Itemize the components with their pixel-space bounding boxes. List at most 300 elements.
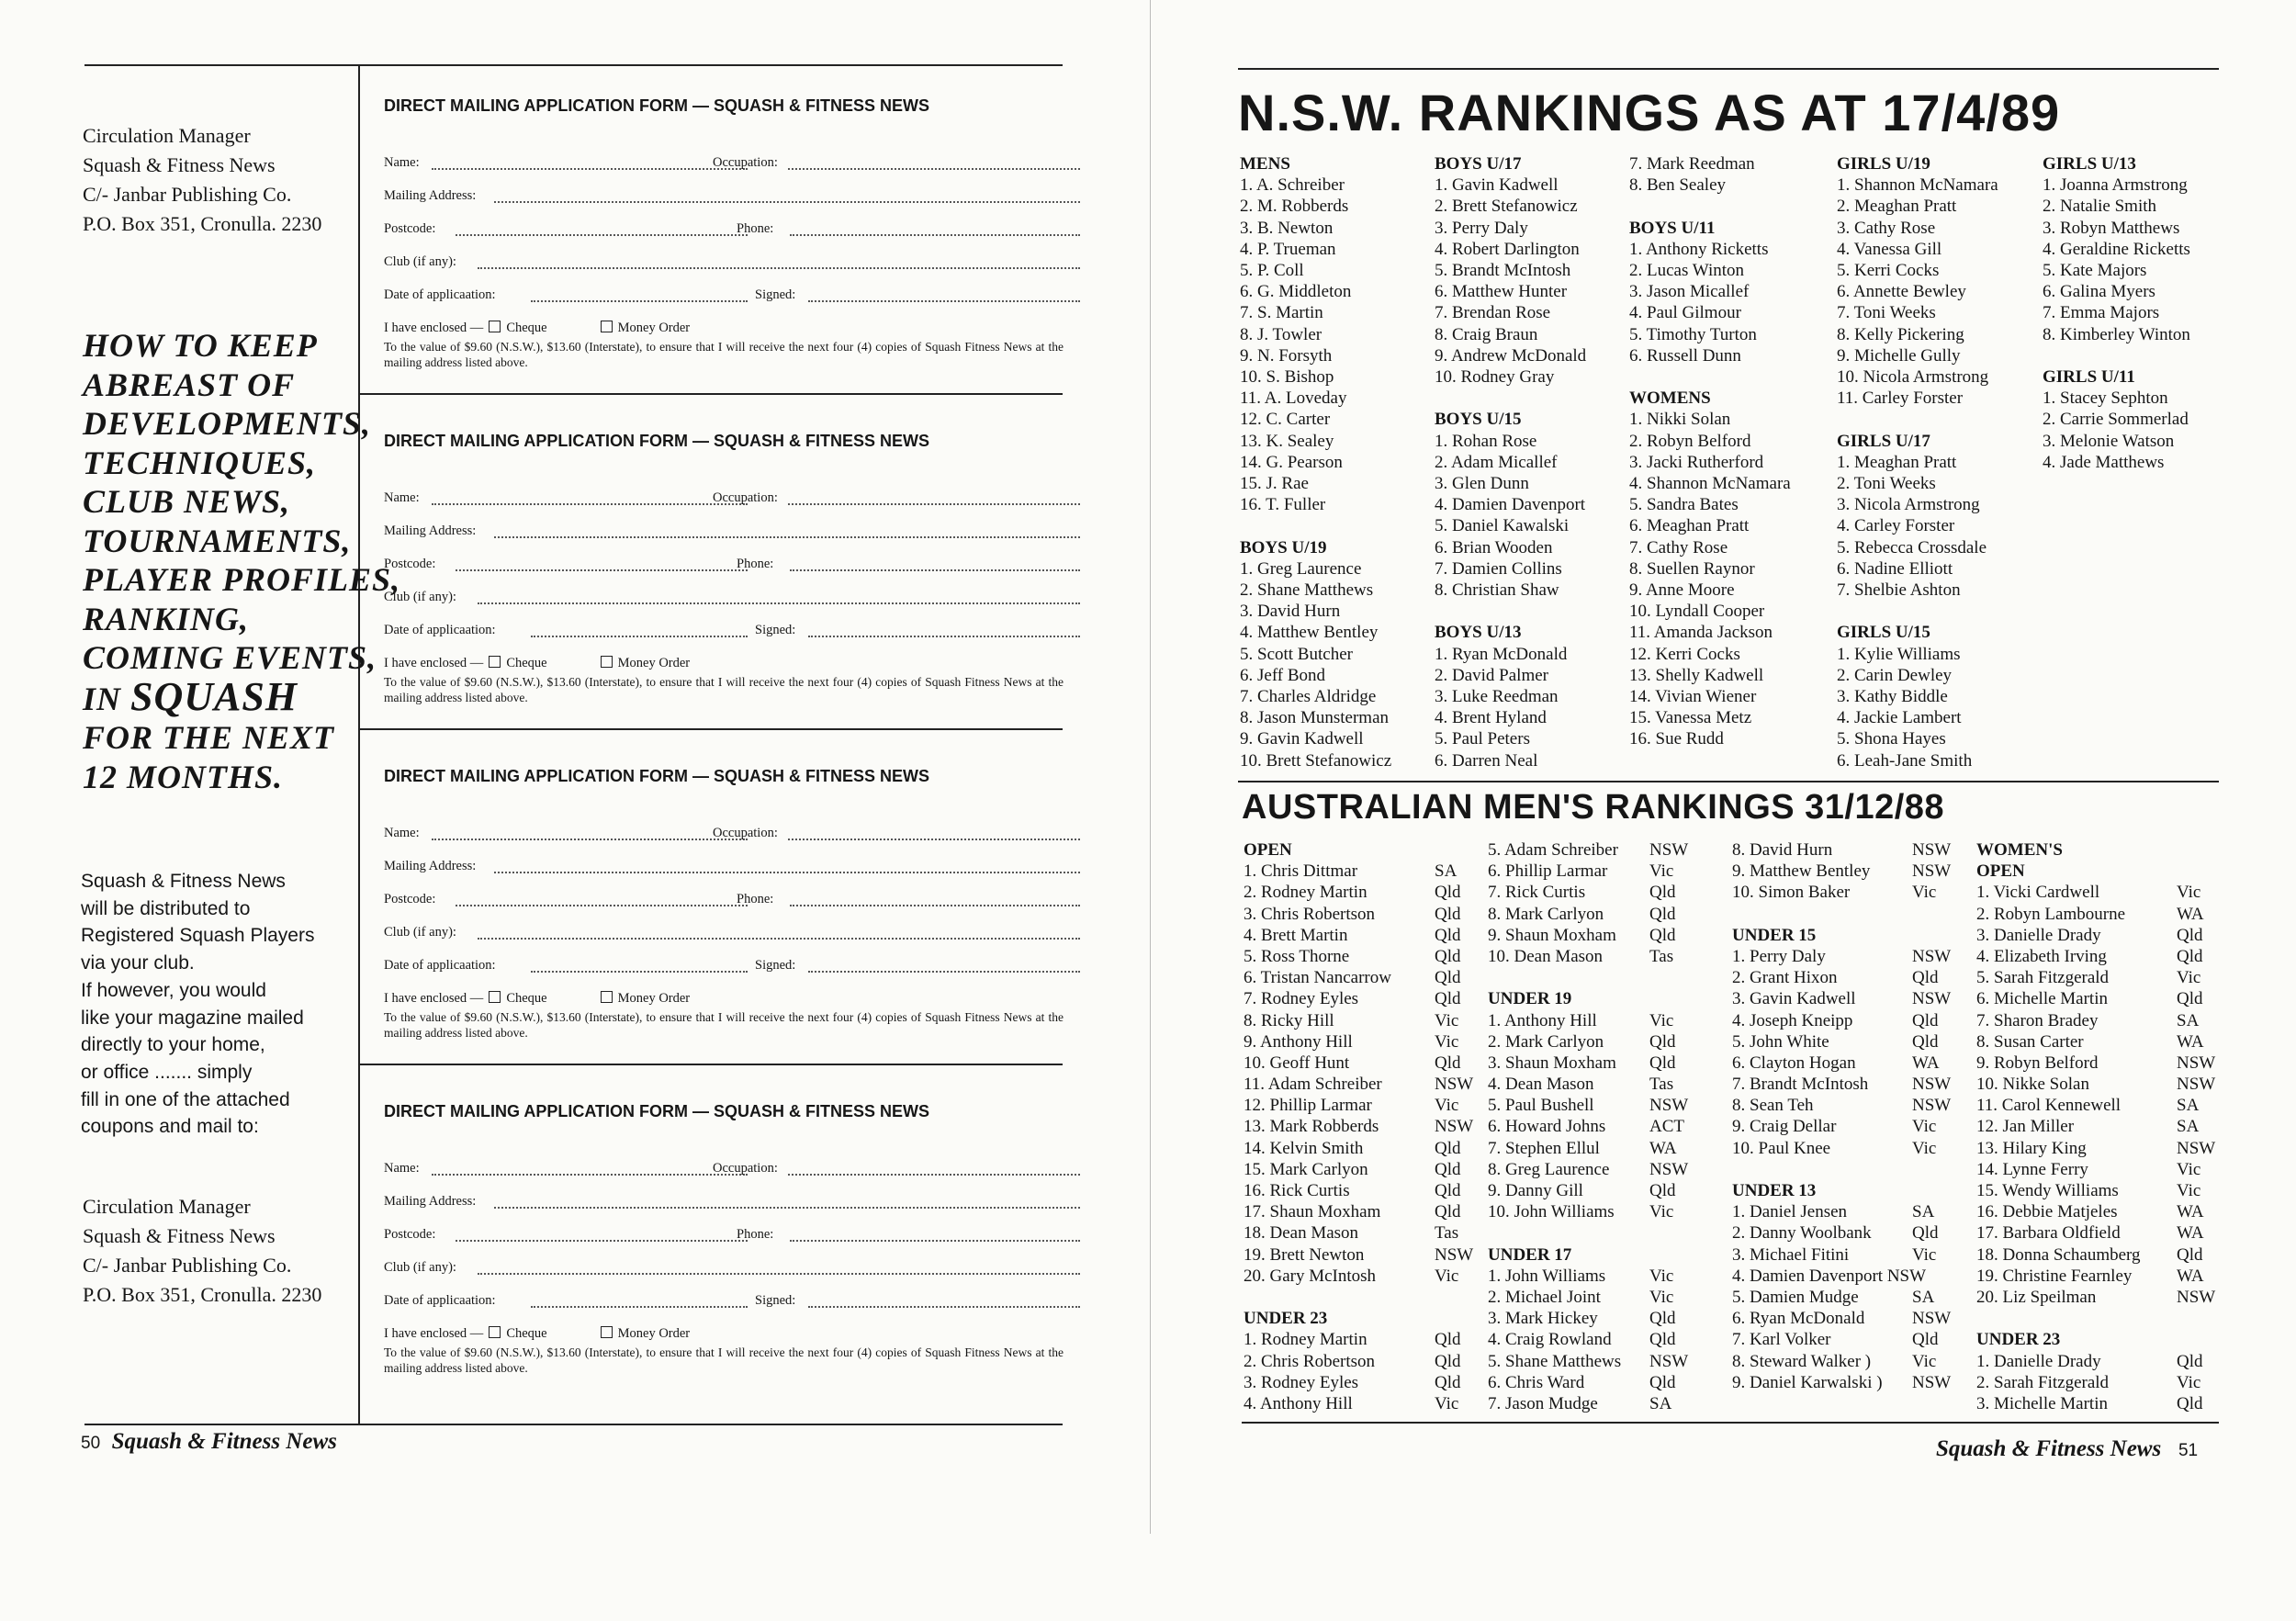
ranking-entry bbox=[1732, 1031, 1939, 1053]
player-state: Vic bbox=[1649, 1010, 1674, 1030]
ranking-entry: 1. Shannon McNamara bbox=[1837, 175, 1998, 196]
player-state: SA bbox=[1649, 1393, 1672, 1413]
cheque-checkbox[interactable] bbox=[489, 991, 501, 1003]
player-state: Qld bbox=[1649, 904, 1676, 924]
mailing-address-field[interactable] bbox=[494, 523, 1080, 538]
player-name: 4. Brett Martin bbox=[1244, 925, 1348, 945]
ranking-entry bbox=[1976, 1222, 2204, 1244]
address-line: P.O. Box 351, Cronulla. 2230 bbox=[83, 1283, 322, 1306]
ranking-entry: 2. M. Robberds bbox=[1240, 197, 1349, 217]
ranking-entry: 8. Ben Sealey bbox=[1629, 175, 1727, 196]
player-name: 9. Shaun Moxham bbox=[1488, 925, 1616, 945]
player-state: Qld bbox=[1435, 904, 1461, 924]
note-line: like your magazine mailed bbox=[81, 1007, 304, 1029]
form-title: DIRECT MAILING APPLICATION FORM — SQUASH & FITNESS NEWS bbox=[384, 432, 929, 450]
signed-label: Signed: bbox=[755, 287, 796, 302]
signature-field[interactable] bbox=[808, 287, 1080, 302]
ranking-entry: 4. Vanessa Gill bbox=[1837, 239, 1942, 259]
promo-line: DEVELOPMENTS, bbox=[83, 405, 372, 442]
player-state: NSW bbox=[2177, 1075, 2216, 1095]
name-field[interactable] bbox=[432, 155, 748, 170]
player-state: NSW bbox=[1649, 840, 1689, 860]
player-name: 9. Matthew Bentley bbox=[1732, 861, 1871, 882]
player-state: Tas bbox=[1649, 1075, 1674, 1095]
player-state: NSW bbox=[1435, 1244, 1474, 1265]
player-state: Qld bbox=[2177, 925, 2203, 945]
promo-line: COMING EVENTS, bbox=[83, 639, 377, 676]
enclosed-label: I have enclosed — bbox=[384, 991, 484, 1006]
money-order-checkbox[interactable] bbox=[601, 991, 613, 1003]
ranking-entry bbox=[1244, 1266, 1459, 1287]
money-order-checkbox[interactable] bbox=[601, 656, 613, 668]
ranking-entry bbox=[1976, 1074, 2216, 1095]
ranking-entry bbox=[1976, 1116, 2200, 1137]
ranking-entry: 7. Brendan Rose bbox=[1435, 303, 1551, 323]
ranking-entry bbox=[1732, 1095, 1952, 1116]
signature-field[interactable] bbox=[808, 623, 1080, 637]
player-name: 10. John Williams bbox=[1488, 1202, 1615, 1222]
player-name: 7. Sharon Bradey bbox=[1976, 1010, 2099, 1030]
division-heading: BOYS U/19 bbox=[1240, 537, 1327, 557]
ranking-entry bbox=[1488, 1159, 1689, 1180]
ranking-entry: 2. David Palmer bbox=[1435, 665, 1549, 685]
address-line: Squash & Fitness News bbox=[83, 153, 276, 176]
division-heading: GIRLS U/17 bbox=[1837, 431, 1930, 451]
ranking-entry bbox=[1976, 1031, 2204, 1053]
player-state: NSW bbox=[1912, 989, 1952, 1009]
player-name: 7. Rodney Eyles bbox=[1244, 989, 1359, 1009]
ranking-entry bbox=[1732, 882, 1937, 903]
division-heading: UNDER 23 bbox=[1976, 1330, 2061, 1350]
player-state: WA bbox=[2177, 1031, 2204, 1052]
player-state: Qld bbox=[1435, 1330, 1461, 1350]
ranking-entry: 5. P. Coll bbox=[1240, 261, 1304, 281]
payment-row bbox=[384, 991, 690, 1009]
nsw-column bbox=[1240, 153, 1391, 771]
division-heading: GIRLS U/13 bbox=[2043, 154, 2136, 174]
division-heading: GIRLS U/11 bbox=[2043, 367, 2135, 388]
player-name: 5. Adam Schreiber bbox=[1488, 840, 1618, 860]
mailing-address-label: Mailing Address: bbox=[384, 1194, 477, 1209]
occupation-field[interactable] bbox=[788, 826, 1080, 840]
player-name: 3. Chris Robertson bbox=[1244, 904, 1376, 924]
name-label: Name: bbox=[384, 1161, 420, 1176]
ranking-entry bbox=[1976, 967, 2201, 988]
ranking-entry: 10. Lyndall Cooper bbox=[1629, 602, 1765, 622]
player-name: 9. Daniel Karwalski ) bbox=[1732, 1372, 1883, 1392]
player-state: Qld bbox=[1912, 1010, 1939, 1030]
ranking-entry bbox=[1976, 1159, 2201, 1180]
player-name: 2. Chris Robertson bbox=[1244, 1351, 1376, 1371]
player-state: NSW bbox=[1912, 1075, 1952, 1095]
ranking-entry bbox=[1244, 1329, 1461, 1350]
player-name: 7. Rick Curtis bbox=[1488, 883, 1586, 903]
phone-field[interactable] bbox=[790, 557, 1080, 571]
player-name: 2. Rodney Martin bbox=[1244, 883, 1367, 903]
ranking-entry bbox=[1244, 1095, 1459, 1116]
player-state: Vic bbox=[1912, 1138, 1937, 1158]
player-name: 18. Dean Mason bbox=[1244, 1223, 1359, 1244]
form-separator bbox=[360, 728, 1063, 730]
note-line: via your club. bbox=[81, 952, 195, 974]
player-name: 20. Liz Speilman bbox=[1976, 1287, 2097, 1307]
player-name: 9. Robyn Belford bbox=[1976, 1053, 2099, 1073]
occupation-field[interactable] bbox=[788, 155, 1080, 170]
club-field[interactable] bbox=[478, 254, 1080, 269]
mailing-address-field[interactable] bbox=[494, 188, 1080, 203]
player-name: 1. Vicki Cardwell bbox=[1976, 883, 2100, 903]
ranking-entry bbox=[1488, 1138, 1677, 1159]
ranking-entry bbox=[1488, 1372, 1676, 1393]
player-state: Qld bbox=[1649, 883, 1676, 903]
player-state: Vic bbox=[1435, 1393, 1459, 1413]
payment-row bbox=[384, 1326, 690, 1345]
cheque-checkbox[interactable] bbox=[489, 321, 501, 332]
ranking-entry bbox=[1244, 1244, 1474, 1266]
player-name: 14. Kelvin Smith bbox=[1244, 1138, 1364, 1158]
ranking-entry bbox=[1976, 1010, 2200, 1031]
ranking-entry: 1. Ryan McDonald bbox=[1435, 644, 1568, 664]
player-name: 13. Mark Robberds bbox=[1244, 1117, 1379, 1137]
division-heading: OPEN bbox=[1244, 840, 1292, 860]
player-state: Qld bbox=[1649, 1053, 1676, 1073]
ranking-entry: 4. Brent Hyland bbox=[1435, 708, 1547, 728]
player-name: 3. Gavin Kadwell bbox=[1732, 989, 1856, 1009]
ranking-entry: 1. Nikki Solan bbox=[1629, 410, 1731, 430]
player-name: 2. Michael Joint bbox=[1488, 1287, 1601, 1307]
player-name: 5. Ross Thorne bbox=[1244, 946, 1350, 966]
occupation-field[interactable] bbox=[788, 1161, 1080, 1176]
ranking-entry: 8. Jason Munsterman bbox=[1240, 708, 1390, 728]
player-name: 3. Shaun Moxham bbox=[1488, 1053, 1616, 1073]
ranking-entry bbox=[1732, 1266, 1926, 1287]
player-name: 6. Ryan McDonald bbox=[1732, 1309, 1865, 1329]
player-name: 2. Sarah Fitzgerald bbox=[1976, 1372, 2110, 1392]
ranking-entry: 9. Michelle Gully bbox=[1837, 345, 1961, 366]
note-line: If however, you would bbox=[81, 979, 266, 1001]
player-state: ACT bbox=[1649, 1117, 1684, 1137]
name-field[interactable] bbox=[432, 826, 748, 840]
postcode-label: Postcode: bbox=[384, 892, 436, 906]
ranking-entry: 4. Paul Gilmour bbox=[1629, 303, 1741, 323]
ranking-entry bbox=[1244, 1031, 1459, 1053]
ranking-entry bbox=[1488, 861, 1674, 882]
player-name: 15. Mark Carlyon bbox=[1244, 1159, 1368, 1179]
ranking-entry: 8. Christian Shaw bbox=[1435, 580, 1559, 601]
player-name: 10. Simon Baker bbox=[1732, 883, 1851, 903]
club-field[interactable] bbox=[478, 925, 1080, 940]
ranking-entry: 6. Matthew Hunter bbox=[1435, 282, 1568, 302]
ranking-entry bbox=[1488, 839, 1689, 861]
ranking-entry: 8. J. Towler bbox=[1240, 324, 1322, 344]
player-name: 4. Craig Rowland bbox=[1488, 1330, 1612, 1350]
page-number: 50 bbox=[81, 1434, 101, 1453]
player-state: Vic bbox=[1649, 861, 1674, 882]
ranking-entry: 3. Luke Reedman bbox=[1435, 687, 1559, 707]
ranking-entry bbox=[1488, 1351, 1689, 1372]
player-state: Qld bbox=[2177, 989, 2203, 1009]
ranking-entry bbox=[1976, 1287, 2216, 1308]
division-heading: GIRLS U/15 bbox=[1837, 623, 1930, 643]
ranking-entry bbox=[1244, 988, 1461, 1009]
player-state: WA bbox=[2177, 1223, 2204, 1244]
ranking-entry: 12. C. Carter bbox=[1240, 410, 1331, 430]
ranking-entry: 1. Greg Laurence bbox=[1240, 558, 1362, 579]
player-name: 4. Elizabeth Irving bbox=[1976, 946, 2107, 966]
player-name: 8. Ricky Hill bbox=[1244, 1010, 1334, 1030]
left-folio bbox=[81, 1429, 337, 1455]
player-name: 11. Carol Kennewell bbox=[1976, 1096, 2122, 1116]
ranking-entry: 7. Toni Weeks bbox=[1837, 303, 1936, 323]
ranking-entry: 11. A. Loveday bbox=[1240, 388, 1347, 409]
ranking-entry bbox=[1732, 1372, 1952, 1393]
ranking-entry: 12. Kerri Cocks bbox=[1629, 644, 1740, 664]
ranking-entry: 3. Glen Dunn bbox=[1435, 474, 1529, 494]
ranking-entry: 5. Timothy Turton bbox=[1629, 324, 1757, 344]
player-state: Qld bbox=[1435, 925, 1461, 945]
player-state: NSW bbox=[1912, 1096, 1952, 1116]
player-name: 2. Mark Carlyon bbox=[1488, 1031, 1604, 1052]
player-name: 7. Jason Mudge bbox=[1488, 1393, 1598, 1413]
player-state: Vic bbox=[2177, 883, 2201, 903]
ranking-entry bbox=[1488, 1031, 1676, 1053]
player-state: SA bbox=[1912, 1287, 1935, 1307]
player-state: NSW bbox=[1912, 840, 1952, 860]
signature-field[interactable] bbox=[808, 1293, 1080, 1308]
ranking-entry bbox=[1244, 925, 1461, 946]
player-state: Qld bbox=[2177, 1393, 2203, 1413]
ranking-entry bbox=[1732, 839, 1952, 861]
ranking-entry: 1. Anthony Ricketts bbox=[1629, 239, 1769, 259]
nsw-column bbox=[1435, 153, 1586, 771]
player-name: 19. Brett Newton bbox=[1244, 1244, 1365, 1265]
money-order-checkbox[interactable] bbox=[601, 321, 613, 332]
enclosed-label: I have enclosed — bbox=[384, 1326, 484, 1341]
cheque-label: Cheque bbox=[506, 1326, 547, 1341]
ranking-entry: 5. Brandt McIntosh bbox=[1435, 261, 1571, 281]
ranking-entry bbox=[1732, 1010, 1939, 1031]
division-heading: BOYS U/15 bbox=[1435, 410, 1522, 430]
player-name: 14. Lynne Ferry bbox=[1976, 1159, 2088, 1179]
player-name: 16. Rick Curtis bbox=[1244, 1181, 1350, 1201]
player-state: SA bbox=[1912, 1202, 1935, 1222]
ranking-entry: 8. Suellen Raynor bbox=[1629, 558, 1755, 579]
ranking-entry bbox=[1244, 1372, 1461, 1393]
ranking-entry: 9. Andrew McDonald bbox=[1435, 345, 1587, 366]
cheque-label: Cheque bbox=[506, 656, 547, 670]
address-line: Circulation Manager bbox=[83, 1195, 251, 1218]
address-line: Circulation Manager bbox=[83, 124, 251, 147]
division-heading: GIRLS U/19 bbox=[1837, 154, 1930, 174]
address-line: C/- Janbar Publishing Co. bbox=[83, 183, 292, 206]
player-state: WA bbox=[1649, 1138, 1677, 1158]
player-state: NSW bbox=[1912, 861, 1952, 882]
occupation-field[interactable] bbox=[788, 490, 1080, 505]
distribution-note bbox=[81, 868, 314, 1141]
enclosed-label: I have enclosed — bbox=[384, 321, 484, 335]
ranking-entry: 1. Gavin Kadwell bbox=[1435, 175, 1559, 196]
form-note: To the value of $9.60 (N.S.W.), $13.60 (Interstate), to ensure that I will receive the next four (4) copies of Squash Fitness News at the mailing address listed above. bbox=[384, 675, 1064, 704]
division-heading: UNDER 15 bbox=[1732, 925, 1817, 945]
ranking-entry: 5. Kate Majors bbox=[2043, 261, 2147, 281]
phone-field[interactable] bbox=[790, 1227, 1080, 1242]
player-name: 1. Daniel Jensen bbox=[1732, 1202, 1848, 1222]
division-heading: WOMENS bbox=[1629, 388, 1711, 409]
mailing-address-field[interactable] bbox=[494, 859, 1080, 873]
ranking-entry bbox=[1488, 1287, 1674, 1308]
postcode-field[interactable] bbox=[456, 557, 748, 571]
date-field[interactable] bbox=[531, 623, 748, 637]
player-state: Qld bbox=[1912, 1031, 1939, 1052]
ranking-entry: 15. Vanessa Metz bbox=[1629, 708, 1752, 728]
ranking-entry: 4. Carley Forster bbox=[1837, 516, 1955, 536]
form-separator bbox=[360, 393, 1063, 395]
promo-word-squash: SQUASH bbox=[130, 673, 298, 719]
ranking-entry: 7. Damien Collins bbox=[1435, 558, 1562, 579]
money-order-label: Money Order bbox=[617, 321, 691, 335]
player-name: 7. Stephen Ellul bbox=[1488, 1138, 1600, 1158]
player-name: 6. Phillip Larmar bbox=[1488, 861, 1608, 882]
ranking-entry bbox=[1732, 1244, 1937, 1266]
player-name: 5. Shane Matthews bbox=[1488, 1351, 1622, 1371]
postcode-field[interactable] bbox=[456, 1227, 748, 1242]
ranking-entry bbox=[1732, 1074, 1952, 1095]
promo-line: TOURNAMENTS, bbox=[83, 522, 352, 559]
player-name: 18. Donna Schaumberg bbox=[1976, 1244, 2141, 1265]
player-state: Vic bbox=[1912, 1117, 1937, 1137]
ranking-entry: 3. Kathy Biddle bbox=[1837, 687, 1948, 707]
cheque-checkbox[interactable] bbox=[489, 656, 501, 668]
division-heading: BOYS U/17 bbox=[1435, 154, 1522, 174]
player-name: 1. Perry Daly bbox=[1732, 946, 1826, 966]
name-label: Name: bbox=[384, 826, 420, 840]
player-name: 2. Robyn Lambourne bbox=[1976, 904, 2126, 924]
ranking-entry bbox=[1244, 1222, 1459, 1244]
club-field[interactable] bbox=[478, 1260, 1080, 1275]
postcode-label: Postcode: bbox=[384, 557, 436, 571]
player-state: NSW bbox=[1435, 1075, 1474, 1095]
phone-field[interactable] bbox=[790, 892, 1080, 906]
payment-row bbox=[384, 321, 690, 339]
player-state: Qld bbox=[1649, 1181, 1676, 1201]
nsw-column bbox=[1629, 153, 1791, 750]
ranking-entry: 7. S. Martin bbox=[1240, 303, 1323, 323]
enclosed-label: I have enclosed — bbox=[384, 656, 484, 670]
mailing-address-label: Mailing Address: bbox=[384, 188, 477, 203]
ranking-entry bbox=[1244, 1180, 1461, 1201]
date-field[interactable] bbox=[531, 1293, 748, 1308]
occupation-label: Occupation: bbox=[713, 1161, 778, 1176]
player-state: Vic bbox=[1649, 1287, 1674, 1307]
ranking-entry: 4. Matthew Bentley bbox=[1240, 623, 1379, 643]
player-name: 12. Phillip Larmar bbox=[1244, 1096, 1372, 1116]
ranking-entry bbox=[1976, 1180, 2201, 1201]
ranking-entry bbox=[1732, 1138, 1937, 1159]
player-name: 3. Rodney Eyles bbox=[1244, 1372, 1359, 1392]
ranking-entry: 1. Joanna Armstrong bbox=[2043, 175, 2188, 196]
ranking-entry bbox=[1976, 1393, 2203, 1414]
ranking-entry bbox=[1732, 1308, 1952, 1329]
ranking-entry bbox=[1244, 1159, 1461, 1180]
signature-field[interactable] bbox=[808, 958, 1080, 973]
ranking-entry: 2. Meaghan Pratt bbox=[1837, 197, 1957, 217]
date-field[interactable] bbox=[531, 287, 748, 302]
note-line: or office ....... simply bbox=[81, 1061, 253, 1083]
ranking-entry: 2. Brett Stefanowicz bbox=[1435, 197, 1578, 217]
player-state: WA bbox=[2177, 1202, 2204, 1222]
name-field[interactable] bbox=[432, 490, 748, 505]
ranking-entry: 5. Kerri Cocks bbox=[1837, 261, 1940, 281]
note-line: fill in one of the attached bbox=[81, 1088, 290, 1110]
player-state: Qld bbox=[1649, 1309, 1676, 1329]
player-name: 4. Damien Davenport NSW bbox=[1732, 1266, 1927, 1286]
ranking-entry bbox=[1244, 1393, 1459, 1414]
address-line: Squash & Fitness News bbox=[83, 1224, 276, 1247]
ranking-entry bbox=[1488, 1053, 1676, 1074]
ranking-entry: 7. Shelbie Ashton bbox=[1837, 580, 1961, 601]
ranking-entry: 13. Shelly Kadwell bbox=[1629, 665, 1764, 685]
ranking-entry bbox=[1244, 1201, 1461, 1222]
top-rule bbox=[1238, 68, 2219, 70]
ranking-entry: 7. Mark Reedman bbox=[1629, 154, 1755, 174]
ranking-entry: 16. T. Fuller bbox=[1240, 495, 1326, 515]
form-note: To the value of $9.60 (N.S.W.), $13.60 (Interstate), to ensure that I will receive the next four (4) copies of Squash Fitness News at the mailing address listed above. bbox=[384, 1345, 1064, 1375]
australian-rankings-title: AUSTRALIAN MEN'S RANKINGS 31/12/88 bbox=[1242, 788, 1945, 827]
promo-line: CLUB NEWS, bbox=[83, 483, 291, 520]
player-state: Qld bbox=[1649, 1330, 1676, 1350]
ranking-entry: 6. Galina Myers bbox=[2043, 282, 2155, 302]
ranking-entry: 2. Toni Weeks bbox=[1837, 474, 1936, 494]
ranking-entry bbox=[1732, 1222, 1939, 1244]
occupation-label: Occupation: bbox=[713, 826, 778, 840]
ranking-entry: 14. Vivian Wiener bbox=[1629, 687, 1757, 707]
ranking-entry: 6. Darren Neal bbox=[1435, 750, 1538, 771]
club-field[interactable] bbox=[478, 590, 1080, 604]
player-state: WA bbox=[1912, 1053, 1940, 1073]
postcode-field[interactable] bbox=[456, 221, 748, 236]
ranking-entry bbox=[1976, 1244, 2203, 1266]
ranking-entry: 5. Paul Peters bbox=[1435, 729, 1530, 749]
ranking-entry: 8. Kelly Pickering bbox=[1837, 324, 1964, 344]
division-heading: BOYS U/13 bbox=[1435, 623, 1522, 643]
phone-field[interactable] bbox=[790, 221, 1080, 236]
date-field[interactable] bbox=[531, 958, 748, 973]
ranking-entry: 14. G. Pearson bbox=[1240, 452, 1343, 472]
ranking-entry bbox=[1488, 1010, 1674, 1031]
name-field[interactable] bbox=[432, 1161, 748, 1176]
player-state: WA bbox=[2177, 1266, 2204, 1286]
ranking-entry: 4. Jackie Lambert bbox=[1837, 708, 1962, 728]
postcode-field[interactable] bbox=[456, 892, 748, 906]
cheque-checkbox[interactable] bbox=[489, 1326, 501, 1338]
club-label: Club (if any): bbox=[384, 1260, 456, 1275]
promo-line: TECHNIQUES, bbox=[83, 444, 317, 481]
player-state: Qld bbox=[1435, 1138, 1461, 1158]
player-state: NSW bbox=[2177, 1287, 2216, 1307]
player-name: 5. Damien Mudge bbox=[1732, 1287, 1859, 1307]
note-line: will be distributed to bbox=[81, 897, 251, 919]
ranking-entry: 2. Adam Micallef bbox=[1435, 452, 1558, 472]
mailing-address-field[interactable] bbox=[494, 1194, 1080, 1209]
ranking-entry: 6. Annette Bewley bbox=[1837, 282, 1966, 302]
payment-row bbox=[384, 656, 690, 674]
money-order-checkbox[interactable] bbox=[601, 1326, 613, 1338]
player-name: 1. Anthony Hill bbox=[1488, 1010, 1597, 1030]
player-name: 2. Grant Hixon bbox=[1732, 968, 1838, 988]
address-block-top bbox=[83, 121, 321, 239]
player-name: 4. Joseph Kneipp bbox=[1732, 1010, 1853, 1030]
ranking-entry: 7. Cathy Rose bbox=[1629, 537, 1728, 557]
